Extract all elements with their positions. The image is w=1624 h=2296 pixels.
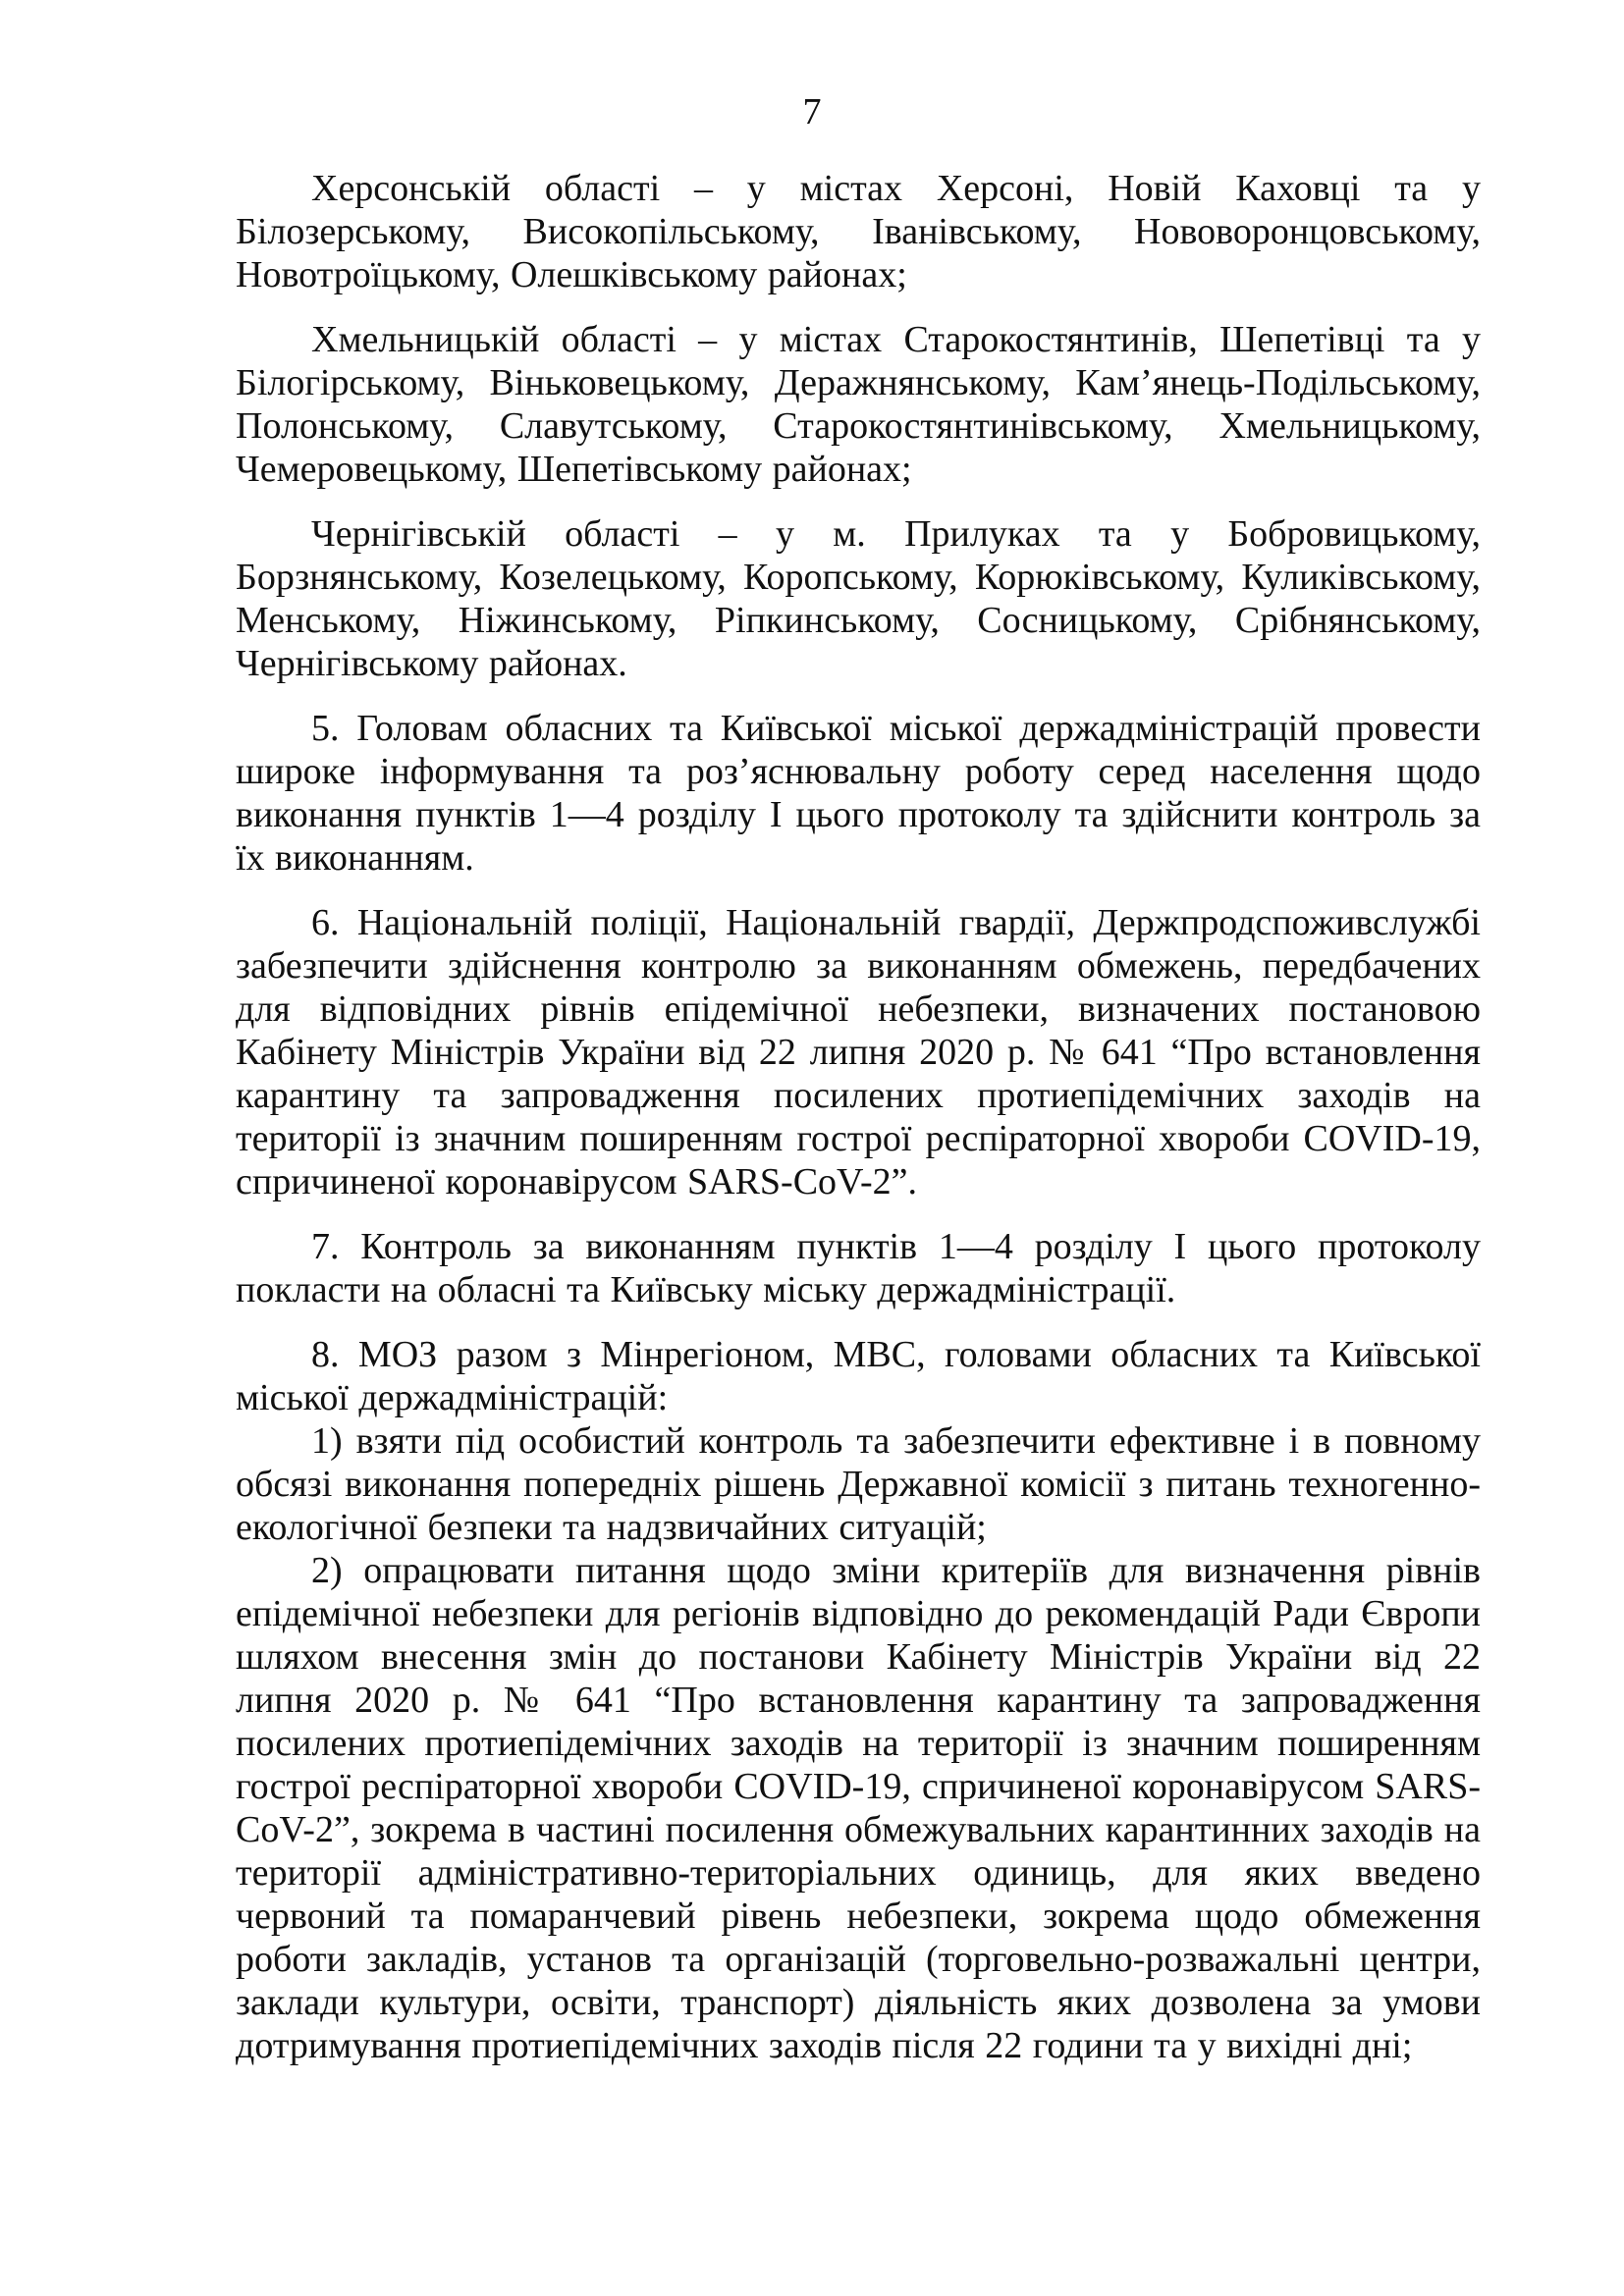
paragraph-item-5: 5. Головам обласних та Київської міської держадміністрацій провести широке інформування та роз’яснювальну роботу серед населення щодо виконання пунктів 1—4 розділу I цього протоколу та здійснити контроль за їх виконанням. [236,708,1481,879]
paragraph-kherson-region: Херсонській області – у містах Херсоні, Новій Каховці та у Білозерському, Високопільському, Іванівському, Нововоронцовському, Новотроїцькому, Олешківському районах; [236,168,1481,295]
paragraph-item-8-subitem-1: 1) взяти під особистий контроль та забезпечити ефективне і в повному обсязі виконання попередніх рішень Державної комісії з питань техногенно-екологічної безпеки та надзвичайних ситуацій; [236,1420,1481,1548]
page-number: 7 [802,91,822,133]
paragraph-item-6: 6. Національній поліції, Національній гвардії, Держпродспоживслужбі забезпечити здійснення контролю за виконанням обмежень, передбачених для відповідних рівнів епідемічної небезпеки, визначених постановою Кабінету Міністрів України від 22 липня 2020 р. № 641 “Про встановлення карантину та запровадження посилених протиепідемічних заходів на території із значним поширенням гострої респіраторної хвороби COVID-19, спричиненої коронавірусом SARS-CoV-2”. [236,902,1481,1202]
paragraph-khmelnytskyi-region: Хмельницькій області – у містах Старокостянтинів, Шепетівці та у Білогірському, Віньковецькому, Деражнянському, Кам’янець-Подільському, Полонському, Славутському, Старокостянтинівському, Хмельницькому, Чемеровецькому, Шепетівському районах; [236,319,1481,490]
paragraph-item-7: 7. Контроль за виконанням пунктів 1—4 розділу I цього протоколу покласти на обласні та Київську міську держадміністрації. [236,1226,1481,1310]
document-body [236,167,1481,2067]
paragraph-chernihiv-region: Чернігівській області – у м. Прилуках та у Бобровицькому, Борзнянському, Козелецькому, Коропському, Корюківському, Куликівському, Менському, Ніжинському, Ріпкинському, Сосницькому, Срібнянському, Чернігівському районах. [236,513,1481,684]
paragraph-item-8-subitem-2: 2) опрацювати питання щодо зміни критеріїв для визначення рівнів епідемічної небезпеки для регіонів відповідно до рекомендацій Ради Європи шляхом внесення змін до постанови Кабінету Міністрів України від 22 липня 2020 р. № 641 “Про встановлення карантину та запровадження посилених протиепідемічних заходів на території із значним поширенням гострої респіраторної хвороби COVID-19, спричиненої коронавірусом SARS-CoV-2”, зокрема в частині посилення обмежувальних карантинних заходів на території адміністративно-територіальних одиниць, для яких введено червоний та помаранчевий рівень небезпеки, зокрема щодо обмеження роботи закладів, установ та організацій (торговельно-розважальні центри, заклади культури, освіти, транспорт) діяльність яких дозволена за умови дотримування протиепідемічних заходів після 22 години та у вихідні дні; [236,1550,1481,2066]
paragraph-item-8: 8. МОЗ разом з Мінрегіоном, МВС, головами обласних та Київської міської держадміністрацій: [236,1334,1481,1418]
